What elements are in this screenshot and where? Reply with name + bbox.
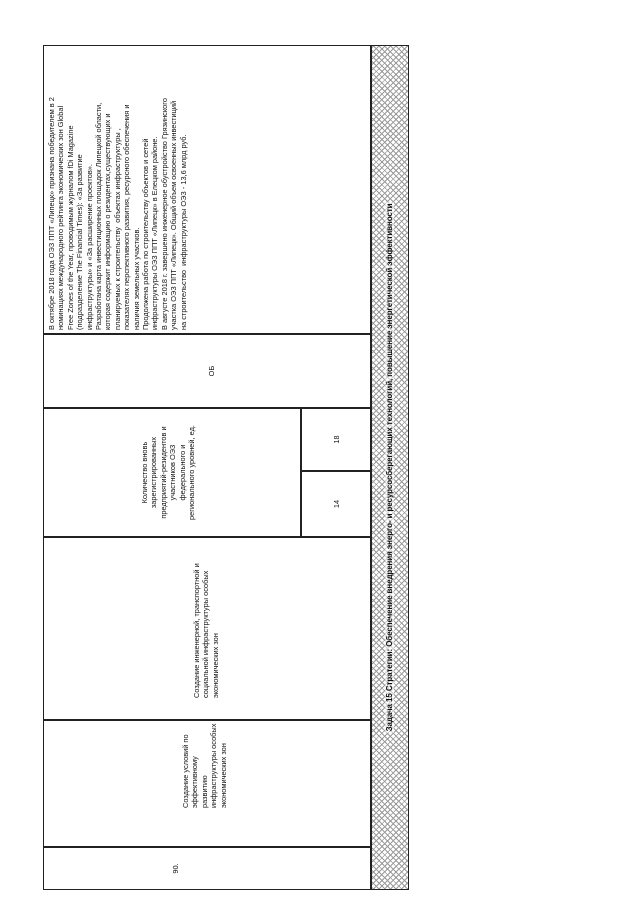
rotated-table: [43, 45, 409, 890]
indicator-plan-cell: [301, 471, 371, 537]
row-number: 90.: [171, 863, 180, 874]
section-title: Задача 15 Стратегии: Обеспечение внедрения энерго- и ресурсосберегающих технологий, повышение энергетической эффективности: [385, 203, 394, 732]
activity-cell: [43, 537, 371, 720]
report-text: В октябре 2018 года ОЭЗ ППТ «Липецк» признана победителем в 2 номинациях международного рейтинга экономических зон Global Free Zones of the Year, проводимым журналом fDi Magazine (подразделение The Financial Times): «За развитие инфраструктуры» и «За расширение проектов». Разработана карта инвестиционных площадок Липецкой области, которая содержит информацию о резидентах,существующих и планируемых к строительству объектах инфраструктуры , показателях перспективного развития, ресурсного обеспечения и наличия земельных участков. Продолжена работа по строительству объектов и сетей инфраструктуры ОЭЗ ППТ «Липецк» в Елецком районе. В августе 2018 г. завершено инженерное обустройство Грязинского участка ОЭЗ ППТ «Липецк». Общий объем освоенных инвестиций на строительство инфраструктуры ОЭЗ - 13,6 млрд руб.: [47, 97, 188, 330]
row-number-cell: [43, 847, 371, 890]
indicator-fact-cell: [301, 408, 371, 471]
report-cell: [43, 45, 371, 334]
activity-text: Создание инженерной, транспортной и социальной инфраструктуры особых экономических зон: [192, 563, 220, 698]
measure-text: Создание условий по эффективному развитию инфраструктуры особых экономических зон: [181, 723, 228, 808]
indicator-fact-value: 18: [332, 435, 341, 444]
status-text: ОБ: [207, 365, 216, 377]
indicator-plan-value: 14: [332, 499, 341, 509]
measure-cell: [43, 720, 371, 847]
indicator-cell: [43, 408, 301, 537]
status-cell: [43, 334, 371, 408]
indicator-name: Количество вновь зарегистрированных предприятий-резидентов и участников ОЭЗ федерального и регионального уровней, ед.: [140, 425, 197, 520]
section-header-band: [371, 45, 409, 890]
